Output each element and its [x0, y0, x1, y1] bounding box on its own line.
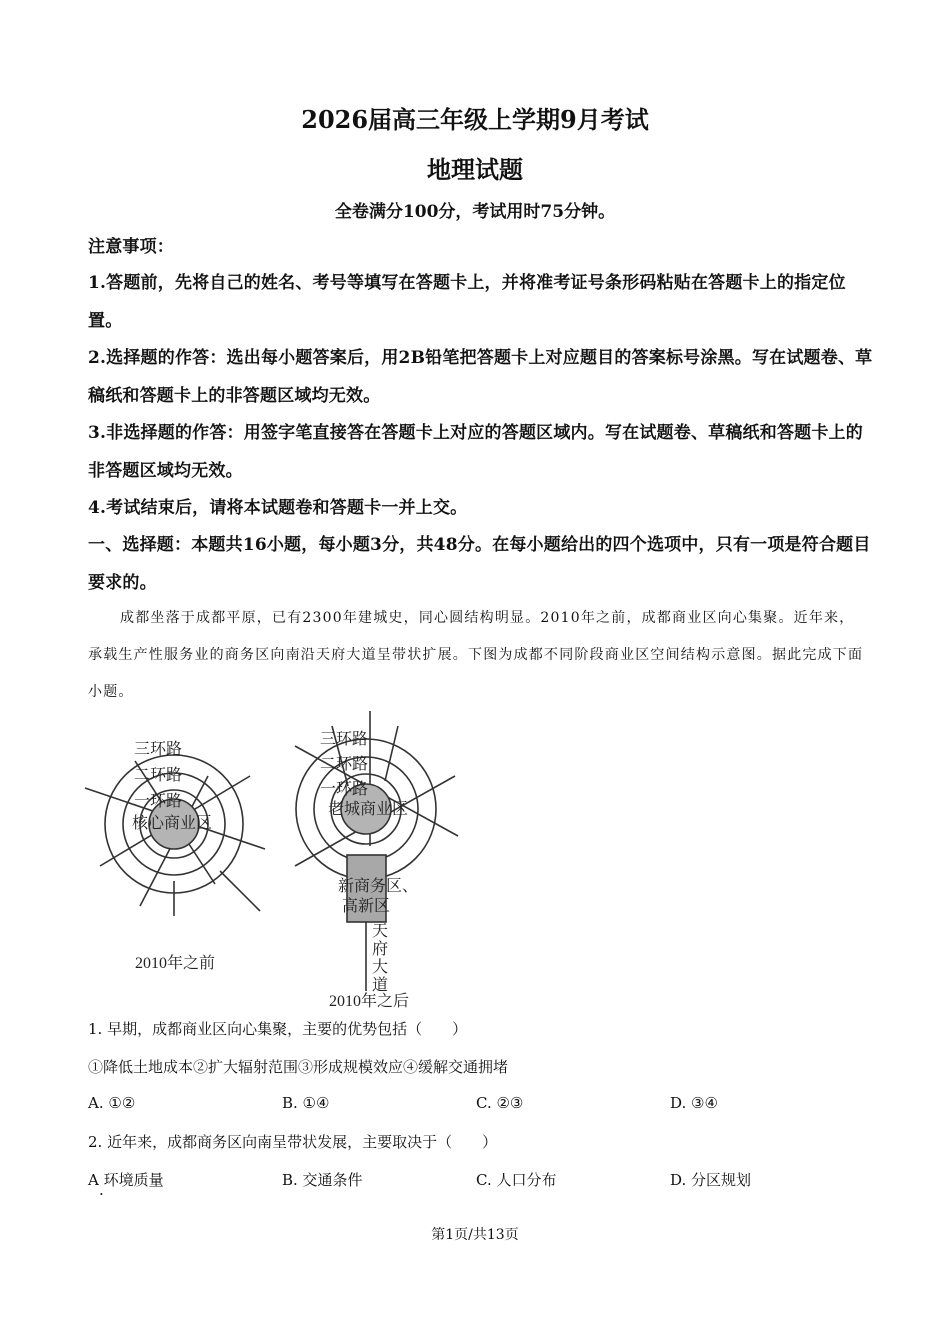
- reading-passage: 成都坐落于成都平原，已有2300年建城史，同心圆结构明显。2010年之前，成都商业区向心集聚。近年来，承载生产性服务业的商务区向南沿天府大道呈带状扩展。下图为成都不同阶段商业区空间结构示意图。据此完成下面小题。: [88, 610, 864, 700]
- core-label: 核心商业区: [132, 815, 213, 832]
- radial-road: [385, 726, 398, 781]
- new-district-label: 新商务区、: [338, 878, 419, 895]
- page-footer: 第1页/共13页: [431, 1227, 519, 1243]
- option-b: B. 交通条件: [282, 1171, 363, 1189]
- ring-label: 一环路: [134, 793, 183, 810]
- road-label-char: 大: [372, 959, 389, 976]
- option-a: A 环境质量: [88, 1171, 164, 1189]
- new-district-label: 高新区: [342, 898, 391, 915]
- road-label-char: 府: [372, 941, 389, 958]
- question-2-stem: 2. 近年来，成都商务区向南呈带状发展，主要取决于（ ）: [88, 1133, 498, 1151]
- exam-subtitle: 全卷满分100分，考试用时75分钟。: [334, 202, 616, 222]
- notice-item: 3.非选择题的作答：用签字笔直接答在答题卡上对应的答题区域内。写在试题卷、草稿纸和答题卡上的非答题区域均无效。: [88, 423, 863, 481]
- stray-dot: ·: [99, 1185, 104, 1203]
- option-b: B. ①④: [282, 1094, 330, 1112]
- ring-label: 一环路: [320, 781, 369, 798]
- ring-label: 三环路: [320, 731, 369, 748]
- ring-label: 二环路: [134, 767, 183, 784]
- road-label-char: 道: [372, 977, 389, 994]
- figure-caption: 2010年之前: [135, 955, 216, 972]
- option-d: D. 分区规划: [670, 1171, 752, 1189]
- ring-label: 三环路: [134, 741, 183, 758]
- ring-label: 二环路: [320, 756, 369, 773]
- option-c: C. ②③: [476, 1094, 524, 1112]
- question-1-statements: ①降低土地成本②扩大辐射范围③形成规模效应④缓解交通拥堵: [88, 1058, 509, 1076]
- road-label-char: 天: [372, 923, 389, 940]
- core-label: 老城商业区: [328, 801, 409, 818]
- city-structure-figure: [80, 706, 480, 1016]
- option-c: C. 人口分布: [476, 1171, 557, 1189]
- notice-item: 1.答题前，先将自己的姓名、考号等填写在答题卡上，并将准考证号条形码粘贴在答题卡上的指定位置。: [88, 273, 846, 331]
- radial-road: [220, 871, 260, 911]
- notice-item: 2.选择题的作答：选出每小题答案后，用2B铅笔把答题卡上对应题目的答案标号涂黑。写在试题卷、草稿纸和答题卡上的非答题区域均无效。: [88, 348, 873, 406]
- section-heading: 一、选择题：本题共16小题，每小题3分，共48分。在每小题给出的四个选项中，只有一项是符合题目要求的。: [88, 535, 871, 593]
- question-1-stem: 1. 早期，成都商业区向心集聚，主要的优势包括（ ）: [88, 1020, 468, 1038]
- subject-title: 地理试题: [427, 155, 523, 184]
- notice-item: 4.考试结束后，请将本试题卷和答题卡一并上交。: [88, 498, 468, 518]
- option-d: D. ③④: [670, 1094, 718, 1112]
- notice-heading: 注意事项：: [88, 237, 174, 257]
- option-a: A. ①②: [88, 1094, 136, 1112]
- figure-caption: 2010年之后: [329, 993, 410, 1010]
- exam-title: 2026届高三年级上学期9月考试: [301, 105, 649, 134]
